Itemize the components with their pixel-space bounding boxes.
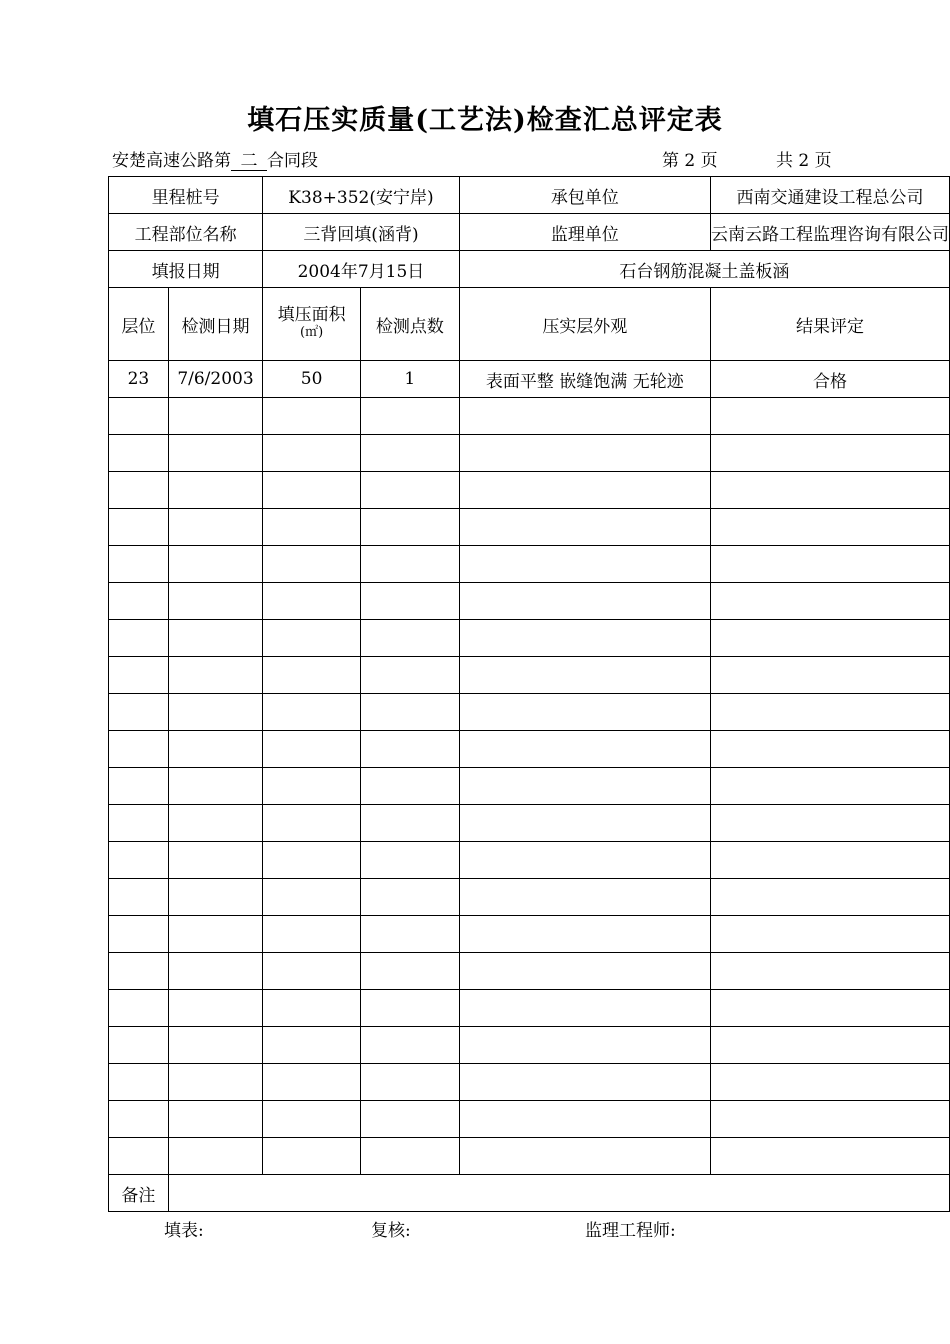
remarks-label: 备注 [109, 1175, 169, 1212]
contract-line [112, 146, 318, 171]
empty-cell [109, 805, 169, 842]
empty-cell [263, 842, 361, 879]
empty-cell [360, 435, 459, 472]
empty-table-row [109, 842, 950, 879]
empty-cell [360, 731, 459, 768]
empty-cell [360, 953, 459, 990]
empty-cell [710, 583, 949, 620]
empty-cell [710, 1138, 949, 1175]
empty-table-row [109, 546, 950, 583]
empty-cell [263, 694, 361, 731]
empty-cell [360, 1138, 459, 1175]
empty-cell [263, 731, 361, 768]
report-date-label: 填报日期 [109, 251, 263, 288]
empty-cell [360, 768, 459, 805]
empty-cell [710, 472, 949, 509]
empty-cell [360, 842, 459, 879]
contractor-label: 承包单位 [459, 177, 710, 214]
footer-reviewer: 复核: [371, 1221, 411, 1241]
empty-cell [710, 731, 949, 768]
empty-table-row [109, 990, 950, 1027]
contract-number: 二 [231, 152, 267, 171]
empty-cell [168, 583, 262, 620]
empty-cell [710, 805, 949, 842]
empty-cell [263, 435, 361, 472]
empty-cell [263, 805, 361, 842]
footer-supervisor: 监理工程师: [585, 1221, 676, 1241]
empty-cell [263, 546, 361, 583]
empty-cell [109, 768, 169, 805]
empty-table-row [109, 731, 950, 768]
empty-table-row [109, 583, 950, 620]
cell-appearance: 表面平整 嵌缝饱满 无轮迹 [459, 361, 710, 398]
empty-cell [710, 990, 949, 1027]
empty-cell [710, 768, 949, 805]
empty-cell [109, 694, 169, 731]
empty-cell [109, 620, 169, 657]
contractor-value: 西南交通建设工程总公司 [710, 177, 949, 214]
header-appearance: 压实层外观 [459, 288, 710, 361]
empty-cell [360, 805, 459, 842]
empty-cell [710, 398, 949, 435]
empty-cell [459, 953, 710, 990]
empty-table-row [109, 1101, 950, 1138]
header-area [263, 288, 361, 361]
empty-cell [360, 1064, 459, 1101]
empty-cell [168, 472, 262, 509]
empty-cell [263, 953, 361, 990]
station-value: K38+352(安宁岸) [263, 177, 459, 214]
empty-cell [459, 583, 710, 620]
empty-cell [168, 1101, 262, 1138]
empty-cell [168, 1138, 262, 1175]
empty-cell [109, 657, 169, 694]
empty-cell [360, 398, 459, 435]
empty-cell [710, 1027, 949, 1064]
empty-cell [360, 546, 459, 583]
empty-table-row [109, 805, 950, 842]
empty-cell [459, 435, 710, 472]
empty-cell [459, 1027, 710, 1064]
empty-cell [168, 731, 262, 768]
table-row [109, 361, 950, 398]
empty-cell [168, 435, 262, 472]
empty-cell [360, 694, 459, 731]
empty-table-row [109, 398, 950, 435]
empty-cell [459, 657, 710, 694]
empty-cell [263, 1064, 361, 1101]
empty-cell [710, 435, 949, 472]
empty-cell [263, 1101, 361, 1138]
empty-table-row [109, 953, 950, 990]
empty-cell [263, 1138, 361, 1175]
empty-cell [263, 472, 361, 509]
empty-cell [168, 398, 262, 435]
empty-cell [109, 509, 169, 546]
empty-cell [360, 879, 459, 916]
cell-date: 7/6/2003 [168, 361, 262, 398]
info-row-date [109, 251, 950, 288]
empty-cell [710, 1064, 949, 1101]
empty-cell [109, 879, 169, 916]
empty-cell [360, 472, 459, 509]
empty-cell [109, 398, 169, 435]
location-label: 工程部位名称 [109, 214, 263, 251]
empty-cell [109, 583, 169, 620]
empty-cell [168, 990, 262, 1027]
empty-cell [710, 916, 949, 953]
empty-cell [360, 620, 459, 657]
empty-cell [168, 546, 262, 583]
supervisor-unit-value: 云南云路工程监理咨询有限公司 [710, 214, 949, 251]
remarks-row [109, 1175, 950, 1212]
empty-cell [360, 657, 459, 694]
empty-table-row [109, 916, 950, 953]
supervisor-unit-label: 监理单位 [459, 214, 710, 251]
empty-cell [109, 1138, 169, 1175]
cell-area: 50 [263, 361, 361, 398]
header-layer: 层位 [109, 288, 169, 361]
empty-cell [109, 842, 169, 879]
empty-cell [109, 990, 169, 1027]
empty-table-row [109, 768, 950, 805]
inspection-table [108, 176, 950, 1212]
empty-table-row [109, 657, 950, 694]
empty-cell [168, 1027, 262, 1064]
empty-cell [710, 546, 949, 583]
empty-cell [168, 842, 262, 879]
empty-cell [109, 1101, 169, 1138]
empty-cell [710, 657, 949, 694]
empty-cell [360, 1101, 459, 1138]
empty-cell [459, 694, 710, 731]
empty-cell [459, 620, 710, 657]
cell-result: 合格 [710, 361, 949, 398]
empty-cell [360, 916, 459, 953]
empty-cell [168, 768, 262, 805]
empty-cell [360, 583, 459, 620]
empty-cell [459, 1101, 710, 1138]
header-area-label: 填压面积 [277, 305, 346, 325]
empty-cell [459, 731, 710, 768]
location-value: 三背回填(涵背) [263, 214, 459, 251]
empty-cell [168, 509, 262, 546]
empty-cell [710, 879, 949, 916]
page-number: 第 2 页 [662, 151, 718, 171]
structure-name: 石台钢筋混凝土盖板涵 [459, 251, 949, 288]
empty-cell [263, 990, 361, 1027]
empty-cell [710, 1101, 949, 1138]
remarks-value [168, 1175, 949, 1212]
empty-table-row [109, 1064, 950, 1101]
empty-cell [109, 472, 169, 509]
empty-cell [459, 768, 710, 805]
header-date: 检测日期 [168, 288, 262, 361]
empty-cell [168, 916, 262, 953]
empty-cell [459, 879, 710, 916]
empty-cell [459, 546, 710, 583]
empty-cell [263, 768, 361, 805]
empty-table-row [109, 879, 950, 916]
empty-cell [710, 953, 949, 990]
empty-cell [168, 657, 262, 694]
empty-cell [459, 1138, 710, 1175]
empty-cell [109, 916, 169, 953]
empty-table-row [109, 1138, 950, 1175]
empty-table-row [109, 472, 950, 509]
empty-cell [459, 990, 710, 1027]
empty-cell [360, 990, 459, 1027]
empty-cell [168, 805, 262, 842]
empty-cell [459, 805, 710, 842]
cell-layer: 23 [109, 361, 169, 398]
empty-cell [360, 1027, 459, 1064]
empty-cell [263, 916, 361, 953]
empty-cell [263, 583, 361, 620]
empty-cell [168, 879, 262, 916]
empty-table-row [109, 435, 950, 472]
header-points: 检测点数 [360, 288, 459, 361]
empty-table-row [109, 509, 950, 546]
page-counter [662, 146, 832, 171]
info-row-station [109, 177, 950, 214]
empty-cell [263, 509, 361, 546]
cell-points: 1 [360, 361, 459, 398]
header-result: 结果评定 [710, 288, 949, 361]
empty-cell [109, 731, 169, 768]
empty-table-row [109, 1027, 950, 1064]
page-total: 共 2 页 [776, 151, 832, 171]
station-label: 里程桩号 [109, 177, 263, 214]
empty-cell [459, 842, 710, 879]
empty-cell [168, 620, 262, 657]
empty-cell [459, 509, 710, 546]
empty-cell [168, 694, 262, 731]
empty-cell [263, 398, 361, 435]
empty-cell [109, 953, 169, 990]
header-area-unit: (㎡) [300, 325, 324, 340]
empty-cell [109, 435, 169, 472]
empty-cell [109, 1027, 169, 1064]
empty-cell [109, 1064, 169, 1101]
empty-cell [459, 916, 710, 953]
footer-filler: 填表: [164, 1221, 204, 1241]
empty-cell [459, 472, 710, 509]
empty-cell [168, 1064, 262, 1101]
project-prefix: 安楚高速公路第 [112, 151, 231, 171]
form-title: 填石压实质量(工艺法)检查汇总评定表 [247, 105, 723, 136]
report-date-value: 2004年7月15日 [263, 251, 459, 288]
empty-cell [710, 842, 949, 879]
info-row-location [109, 214, 950, 251]
empty-cell [263, 879, 361, 916]
empty-cell [263, 657, 361, 694]
empty-table-row [109, 620, 950, 657]
empty-cell [459, 1064, 710, 1101]
empty-cell [710, 620, 949, 657]
empty-cell [360, 509, 459, 546]
empty-cell [459, 398, 710, 435]
empty-cell [109, 546, 169, 583]
empty-cell [168, 953, 262, 990]
empty-cell [710, 694, 949, 731]
empty-cell [263, 1027, 361, 1064]
empty-table-row [109, 694, 950, 731]
empty-cell [263, 620, 361, 657]
project-suffix: 合同段 [267, 151, 318, 171]
column-header-row [109, 288, 950, 361]
empty-cell [710, 509, 949, 546]
